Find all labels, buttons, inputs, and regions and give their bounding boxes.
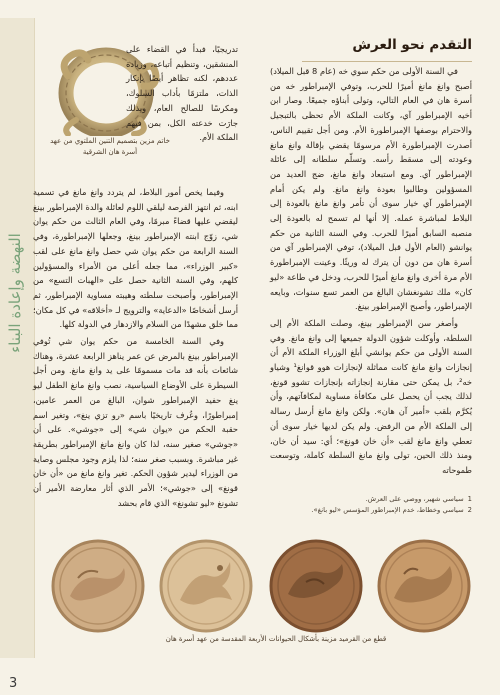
footnote-text: سياسي وخطاط، خدم الإمبراطور المؤسس «ليو بانغ». <box>311 506 464 514</box>
text-column-left-top <box>126 42 238 178</box>
footnote-text: سياسي شهير، ووصي على العرش. <box>365 495 464 503</box>
paragraph: في السنة الأولى من حكم سوي خه (عام 8 قبل الميلاد) أصبح وانغ مانغ أميرًا للحرب، وتوفي الإمبراطور خه من أسرة هان في العام التالي، وتولى أبناؤه جميعًا. وصار ابن أخيه الإمبراطور آي، وكانت الملكة الأم تحظى بالتبجيل والاحترام بوصفها الإمبراطورة الأم. ومن أجل تقييم الناس، أصدرت الإمبراطورة الأم مرسومًا يقضي بإقالة وانغ مانغ وعودته إلى مسقط رأسه. وتسلّم سلطانه إلى عائلة الإمبراطور آي. ومع استبعاد وانغ مانغ، ضج العديد من المسؤولين وطالبوا بعودة وانغ مانغ. ولم يكن أمام الإمبراطور آي خيار سوى أن تأمر وانغ مانغ بالعودة إلى البلاط لمباشرة عمله. إلا أنها لم تسمح له بالعودة إلى منصبه السابق أميرًا للحرب. وفي السنة الثانية من حكم يوانشو (العام الأول قبل الميلاد)، توفي الإمبراطور آي من أسرة هان من دون أن يترك له وريثًا. وعينت الإمبراطورة الأم مرة أخرى وانغ مانغ أميرًا للحرب، ودخل في طاعة «ليو كان» ملك تشونغشان البالغ من العمر تسع سنوات، وبايعه الإمبراطور، وأصبح الإمبراطور بينغ. <box>270 66 472 312</box>
footnote <box>270 505 472 516</box>
section-heading: التقدم نحو العرش <box>302 37 472 61</box>
side-strip <box>0 18 35 658</box>
artifact-caption: خاتم مزين بتصميم التنين الملتوي من عهد أسرة هان الشرقية <box>50 137 170 156</box>
paragraph: وفيما يخص أمور البلاط، لم يتردد وانغ مانغ في تسمية ابنه، ثم انتهز الفرصة ليلقي اللوم لعائلة والدة الإمبراطور بينغ ليقضي عليها قضاءً مبرمًا، وفي العام الثالث من حكم يوان شي، زوّج ابنته الإمبراطور بينغ، وجعلها الإمبراطورة، وفي السنة الرابعة من حكم يوان شي حصل وانغ مانغ على لقب «كبير الوزراء»، مما جعله أعلى من الأمراء والمسؤولين كلهم، وفي السنة الثانية حصل على «الهبات التسع» من الإمبراطور، وأصبحت سلطته وهيبته مساوية الإمبراطور، ثم أرسل أشخاصًا «الدعاية» والترويج لـ «أخلاقه» في كل مكان؛ مما خلق مشهدًا من السلام والازدهار في الدولة كلها. <box>33 187 238 330</box>
tile-tiger-icon <box>48 538 148 634</box>
text-column-left <box>33 185 238 508</box>
footnote-number: 1 <box>467 495 472 503</box>
paragraph: وأصغر سن الإمبراطور بينغ، وصلت الملكة الأم إلى السلطة، وأوكلت شؤون الدولة جميعها إلى وانغ مانغ. وفي السنة الأولى من حكم يوانشي أبلغ الوزراء الملكة الأم أن إنجازات وانغ مانغ كانت مماثلة لإنجازات هوو قوانغ¹ وشياو خه²، بل يمكن حتى مقارنة إنجازاته بإنجازات تشوو قونغ، لذلك يجب أن يحصل على مكافأة مساوية لمكافآتهم، وأن يُكرَّم بلقب «أمير آن هان». ولكن وانغ مانغ أرسل رسالة إلى الملكة الأم من الرفض. ولم يكن لديها خيار سوى أن تعطي وانغ مانغ لقب «أن خان قونغ»؛ أي: سيد أن خان، ومنذ ذلك الحين، تولى وانغ مانغ السلطة كاملة، وتوسعت طموحاته <box>270 317 472 475</box>
footnote-number: 2 <box>467 506 472 514</box>
chapter-side-title: النهضة وإعادة البناء <box>6 233 24 353</box>
tile-photo-strip <box>48 538 474 634</box>
tile-tortoise-icon <box>266 538 366 634</box>
footnote <box>270 494 472 505</box>
tiles-caption: قطع من القرميد مزينة بأشكال الحيوانات الأربعة المقدسة من عهد أسرة هان <box>165 635 387 643</box>
tile-dragon-icon <box>374 538 474 634</box>
footnotes <box>270 494 472 528</box>
paragraph: تدريجيًا، فبدأ في القضاء على المنشقين، وتنظيم أتباعه، وزيادة عددهم، لكنه تظاهر أيضًا بإنكار الذات، ملتزمًا بأداب السلوك، ومكرسًا للصالح العام، وبذلك جارَت خدعته الكل، بمن فيهم الملكة الأم. <box>126 44 238 143</box>
paragraph: وفي السنة الخامسة من حكم يوان شي تُوفي الإمبراطور بينغ بالمرض عن عمر يناهز الرابعة عشرة، وهناك شائعات بأنه قد مات مسمومًا على يد وانغ مانغ. ومن أجل السيطرة على الأوضاع السياسية، نصب وانغ مانغ الطفل ليو ينغ حفيد الإمبراطور شوان، البالغ من العمر عامين، إمبراطورًا، وعُرف تاريخيًا باسم «رو تزي ينغ»، وتغير اسم حقبة الحكم من «يوان شي» إلى «جوشي». على أن «جوشي» صغير سنه، لذا كان وانغ مانغ الإمبراطور بطريقة غير مباشرة. وبسبب صغر سنه؛ لذا يلزم وجود مجلس وصاية من الوزراء ليدير شؤون الحكم. تغير وانغ مانغ من «أن خان قونغ» إلى «جوشي»؛ الأمر الذي أثار معارضة الأمير أن تشونغ «ليو تشونغ» الذي قام بحشد <box>33 336 238 508</box>
text-column-right <box>270 64 472 494</box>
tile-phoenix-icon <box>156 538 256 634</box>
page-number: 3 <box>9 676 18 691</box>
